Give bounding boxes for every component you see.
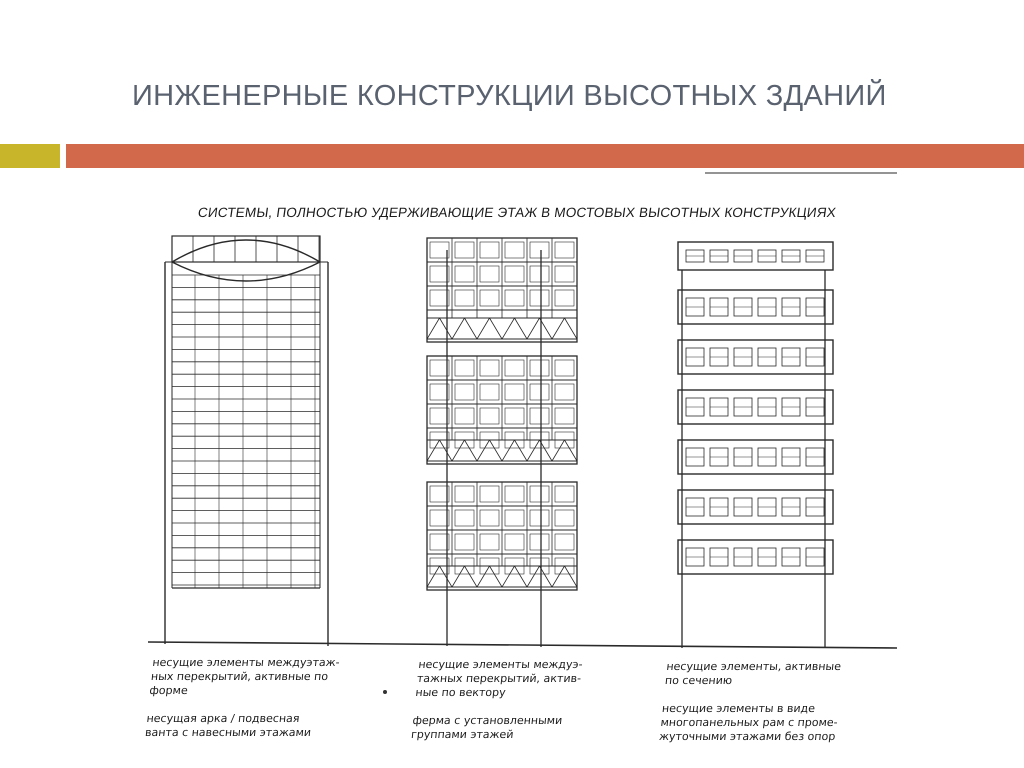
window-pane <box>430 408 449 424</box>
window-pane <box>530 360 549 376</box>
stray-dot <box>383 690 387 694</box>
window-pane <box>530 510 549 526</box>
truss-diagonal <box>527 440 540 461</box>
truss-diagonal <box>477 318 490 339</box>
arch-curve-lower <box>172 262 320 281</box>
window-pane <box>430 384 449 400</box>
desc-line: форме <box>148 684 189 697</box>
window-pane <box>505 360 524 376</box>
truss-diagonal <box>552 566 565 587</box>
truss-diagonal <box>490 318 503 339</box>
window-pane <box>530 384 549 400</box>
desc-line: ных перекрытий, активные по <box>150 670 329 683</box>
ground-line <box>148 642 897 648</box>
truss-diagonal <box>527 318 540 339</box>
figure-caption: СИСТЕМЫ, ПОЛНОСТЬЮ УДЕРЖИВАЮЩИЕ ЭТАЖ В МОСТОВЫХ ВЫСОТНЫХ КОНСТРУКЦИЯХ <box>196 205 838 220</box>
desc-line: несущие элементы в виде <box>661 702 816 715</box>
window-pane <box>480 486 499 502</box>
description-arch <box>143 656 353 754</box>
window-pane <box>555 360 574 376</box>
window-pane <box>455 408 474 424</box>
desc-line: несущие элементы междуэ- <box>417 658 584 671</box>
desc-line: жуточными этажами без опор <box>658 730 836 743</box>
window-pane <box>430 486 449 502</box>
desc-line: ванта с навесными этажами <box>144 726 312 739</box>
window-pane <box>555 534 574 550</box>
truss-diagonal <box>565 318 578 339</box>
truss-diagonal <box>515 566 528 587</box>
window-pane <box>480 408 499 424</box>
window-pane <box>555 290 574 306</box>
desc-line: ные по вектору <box>414 686 507 699</box>
accent-bar-right <box>66 144 1024 168</box>
window-pane <box>505 242 524 258</box>
window-pane <box>480 266 499 282</box>
desc-line: тажных перекрытий, актив- <box>416 672 582 685</box>
window-pane <box>430 266 449 282</box>
slide-title: ИНЖЕНЕРНЫЕ КОНСТРУКЦИИ ВЫСОТНЫХ ЗДАНИЙ <box>132 80 887 112</box>
window-pane <box>555 242 574 258</box>
desc-line: несущая арка / подвесная <box>145 712 301 725</box>
window-pane <box>430 510 449 526</box>
window-pane <box>430 360 449 376</box>
truss-diagonal <box>452 318 465 339</box>
window-pane <box>530 266 549 282</box>
window-pane <box>480 360 499 376</box>
truss-diagonal <box>452 566 465 587</box>
window-pane <box>505 486 524 502</box>
truss-diagonal <box>440 318 453 339</box>
window-pane <box>505 290 524 306</box>
description-truss <box>409 658 619 756</box>
window-pane <box>480 510 499 526</box>
window-pane <box>455 242 474 258</box>
window-pane <box>455 360 474 376</box>
truss-diagonal <box>477 566 490 587</box>
window-pane <box>455 266 474 282</box>
window-pane <box>505 384 524 400</box>
truss-diagonal <box>490 566 503 587</box>
window-pane <box>455 486 474 502</box>
window-pane <box>555 408 574 424</box>
truss-diagonal <box>565 566 578 587</box>
truss-diagonal <box>440 440 453 461</box>
window-pane <box>480 242 499 258</box>
truss-diagonal <box>502 566 515 587</box>
truss-diagonal <box>502 318 515 339</box>
truss-diagonal <box>502 440 515 461</box>
truss-diagonal <box>465 440 478 461</box>
truss-diagonal <box>440 566 453 587</box>
truss-diagonal <box>515 318 528 339</box>
truss-diagonal <box>527 566 540 587</box>
desc-line: несущие элементы, активные <box>665 660 842 673</box>
description-frame <box>657 660 867 758</box>
desc-line: по сечению <box>664 674 733 687</box>
desc-line: многопанельных рам с проме- <box>659 716 839 729</box>
truss-diagonal <box>490 440 503 461</box>
window-pane <box>505 534 524 550</box>
truss-diagonal <box>427 440 440 461</box>
desc-line: несущие элементы междуэтаж- <box>151 656 341 669</box>
window-pane <box>430 242 449 258</box>
window-pane <box>480 534 499 550</box>
window-pane <box>480 384 499 400</box>
window-pane <box>505 266 524 282</box>
truss-diagonal <box>427 318 440 339</box>
window-pane <box>530 486 549 502</box>
window-pane <box>555 510 574 526</box>
truss-diagonal <box>465 318 478 339</box>
truss-diagonal <box>465 566 478 587</box>
desc-line: группами этажей <box>410 728 515 741</box>
window-pane <box>455 534 474 550</box>
truss-diagonal <box>427 566 440 587</box>
window-pane <box>430 534 449 550</box>
truss-diagonal <box>552 318 565 339</box>
window-pane <box>430 290 449 306</box>
accent-bar-left <box>0 144 60 168</box>
window-pane <box>480 290 499 306</box>
window-pane <box>555 384 574 400</box>
window-pane <box>530 242 549 258</box>
truss-diagonal <box>452 440 465 461</box>
truss-diagonal <box>565 440 578 461</box>
window-pane <box>455 290 474 306</box>
window-pane <box>555 486 574 502</box>
window-pane <box>530 408 549 424</box>
truss-diagonal <box>552 440 565 461</box>
truss-diagonal <box>477 440 490 461</box>
window-pane <box>530 290 549 306</box>
window-pane <box>505 408 524 424</box>
window-pane <box>530 534 549 550</box>
window-pane <box>505 510 524 526</box>
truss-diagonal <box>515 440 528 461</box>
window-pane <box>555 266 574 282</box>
window-pane <box>455 384 474 400</box>
window-pane <box>455 510 474 526</box>
desc-line: ферма с установленными <box>411 714 563 727</box>
